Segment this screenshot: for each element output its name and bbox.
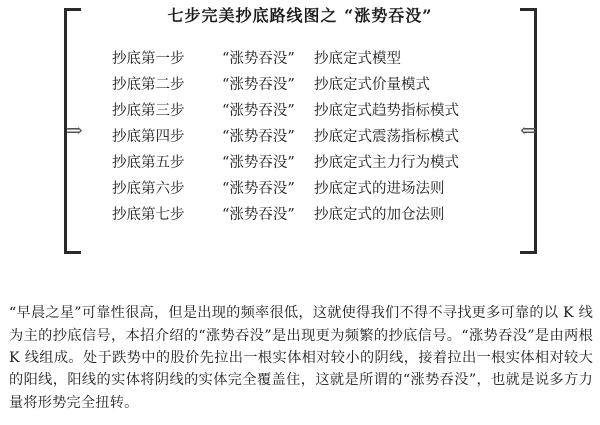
list-item <box>112 98 512 124</box>
list-item <box>112 124 512 150</box>
body-paragraph: “早晨之星”可靠性很高，但是出现的频率很低，这就使得我们不得不寻找更多可靠的以 K 线为主的抄底信号，本招介绍的“涨势吞没”是出现更为频繁的抄底信号。“涨势吞没”是由两根 K 线组成。处于跌势中的股价先拉出一根实体相对较小的阴线，接着拉出一根实体相对较大的阳线，阳线的实体将阴线的实体完全覆盖住，这就是所谓的“涨势吞没”，也就是说多方力量将形势完全扭转。 <box>9 305 593 411</box>
step-name: 抄底第五步 <box>112 155 185 171</box>
step-tag: “涨势吞没” <box>222 207 295 223</box>
step-tag: “涨势吞没” <box>222 51 295 67</box>
list-item <box>112 150 512 176</box>
step-desc: 抄底定式的进场法则 <box>314 181 445 197</box>
steps-list <box>112 46 512 228</box>
step-tag: “涨势吞没” <box>222 77 295 93</box>
list-item <box>112 46 512 72</box>
step-name: 抄底第三步 <box>112 103 185 119</box>
step-tag: “涨势吞没” <box>222 155 295 171</box>
step-name: 抄底第二步 <box>112 77 185 93</box>
step-name: 抄底第一步 <box>112 51 185 67</box>
step-desc: 抄底定式价量模式 <box>314 77 430 93</box>
step-name: 抄底第四步 <box>112 129 185 145</box>
list-item <box>112 202 512 228</box>
step-name: 抄底第六步 <box>112 181 185 197</box>
right-arrow-icon: ⇐ <box>520 118 537 142</box>
step-desc: 抄底定式震荡指标模式 <box>314 129 459 145</box>
step-tag: “涨势吞没” <box>222 129 295 145</box>
figure-title: 七步完美抄底路线图之 “涨势吞没” <box>167 6 433 25</box>
step-name: 抄底第七步 <box>112 207 185 223</box>
list-item <box>112 176 512 202</box>
list-item <box>112 72 512 98</box>
step-tag: “涨势吞没” <box>222 103 295 119</box>
step-desc: 抄底定式主力行为模式 <box>314 155 459 171</box>
left-arrow-icon: ⇒ <box>66 118 83 142</box>
step-tag: “涨势吞没” <box>222 181 295 197</box>
step-desc: 抄底定式的加仓法则 <box>314 207 445 223</box>
step-desc: 抄底定式模型 <box>314 51 401 67</box>
step-desc: 抄底定式趋势指标模式 <box>314 103 459 119</box>
